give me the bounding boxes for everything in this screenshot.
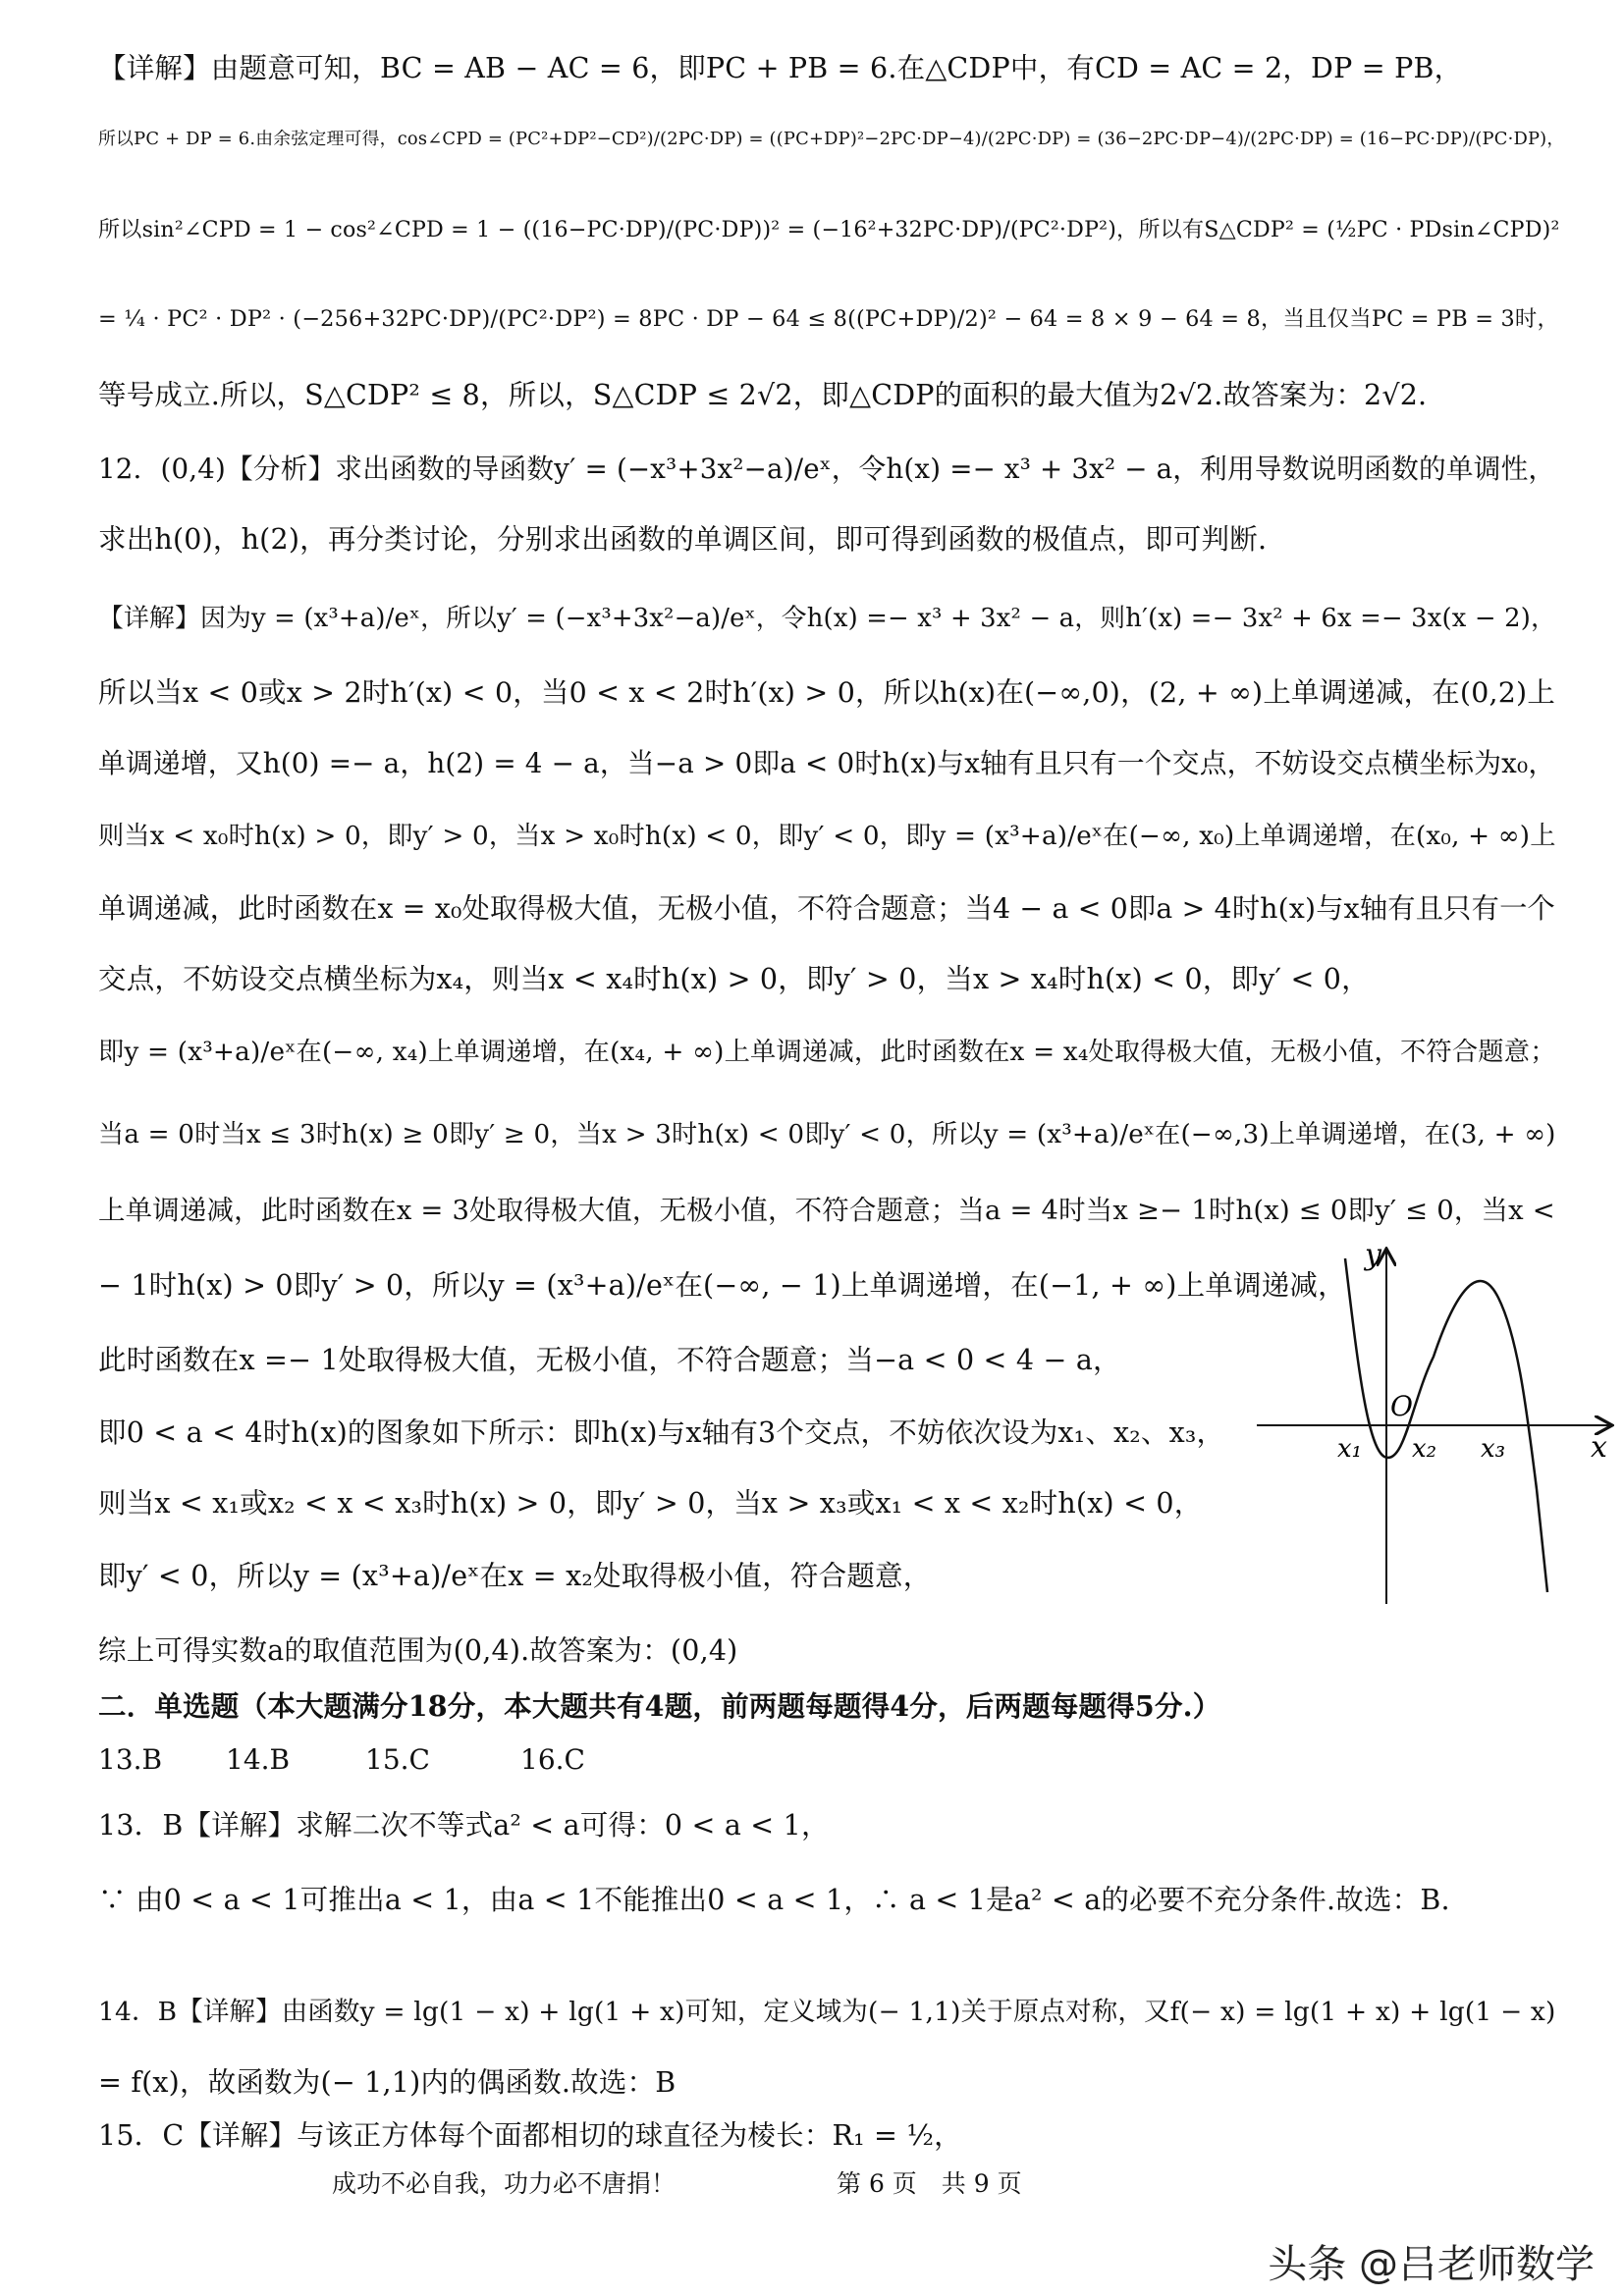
cubic-function-graph [1247,1239,1620,1619]
footer-motto: 成功不必自我，功力必不唐捐！ [332,2169,677,2198]
text-line: 则当x < x₀时h(x) > 0，即y′ > 0，当x > x₀时h(x) < 0，即y′ < 0，即y = (x³+a)/eˣ在(−∞, x₀)上单调递增，在(x₀, + ∞)上 [98,822,1556,851]
text-line: 单调递增，又h(0) =− a，h(2) = 4 − a，当−a > 0即a < 0时h(x)与x轴有且只有一个交点，不妨设交点横坐标为x₀， [98,747,1556,779]
text-line: 15．C【详解】与该正方体每个面都相切的球直径为棱长：R₁ = ½， [98,2119,962,2152]
text-line: 单调递减，此时函数在x = x₀处取得极大值，无极小值，不符合题意；当4 − a < 0即a > 4时h(x)与x轴有且只有一个 [98,892,1555,925]
page-number: 第 6 页 共 9 页 [837,2169,1022,2198]
text-line: 【详解】由题意可知，BC = AB − AC = 6，即PC + PB = 6.在△CDP中，有CD = AC = 2，DP = PB， [98,52,1463,84]
answer-item: 14.B [226,1743,291,1776]
text-line: 等号成立.所以，S△CDP² ≤ 8，所以，S△CDP ≤ 2√2，即△CDP的面积的最大值为2√2.故答案为：2√2. [98,379,1428,411]
text-line: 14．B【详解】由函数y = lg(1 − x) + lg(1 + x)可知，定义域为(− 1,1)关于原点对称，又f(− x) = lg(1 + x) + lg(1 − x) [98,1997,1556,2027]
text-line: 13．B【详解】求解二次不等式a² < a可得：0 < a < 1， [98,1809,830,1842]
text-line: ∵ 由0 < a < 1可推出a < 1，由a < 1不能推出0 < a < 1，∴ a < 1是a² < a的必要不充分条件.故选：B. [98,1884,1450,1916]
text-line: 即0 < a < 4时h(x)的图象如下所示：即h(x)与x轴有3个交点，不妨依次设为x₁、x₂、x₃， [98,1416,1225,1449]
root-label-x1: x₁ [1337,1434,1363,1464]
answer-item: 13.B [98,1743,163,1776]
root-label-x3: x₃ [1481,1434,1506,1464]
text-line: 上单调递减，此时函数在x = 3处取得极大值，无极小值，不符合题意；当a = 4时当x ≥− 1时h(x) ≤ 0即y′ ≤ 0，当x < [98,1196,1555,1226]
text-line: 求出h(0)，h(2)，再分类讨论，分别求出函数的单调区间，即可得到函数的极值点，即可判断. [98,523,1268,556]
origin-label: O [1390,1390,1413,1422]
text-line: 所以sin²∠CPD = 1 − cos²∠CPD = 1 − ((16−PC·DP)/(PC·DP))² = (−16²+32PC·DP)/(PC²·DP²)，所以有S△CDP² = (½PC · PDsin∠CPD)² [98,217,1560,242]
text-line: 当a = 0时当x ≤ 3时h(x) ≥ 0即y′ ≥ 0，当x > 3时h(x) < 0即y′ < 0，所以y = (x³+a)/eˣ在(−∞,3)上单调递增，在(3, + ∞) [98,1120,1556,1149]
text-line: 交点，不妨设交点横坐标为x₄，则当x < x₄时h(x) > 0，即y′ > 0，当x > x₄时h(x) < 0，即y′ < 0， [98,963,1370,995]
text-line: 【详解】因为y = (x³+a)/eˣ，所以y′ = (−x³+3x²−a)/eˣ，令h(x) =− x³ + 3x² − a，则h′(x) =− 3x² + 6x =− 3x(x − 2)， [98,604,1557,633]
text-line: − 1时h(x) > 0即y′ > 0，所以y = (x³+a)/eˣ在(−∞, − 1)上单调递增，在(−1, + ∞)上单调递减， [98,1269,1346,1302]
text-line: 则当x < x₁或x₂ < x < x₃时h(x) > 0，即y′ > 0，当x > x₃或x₁ < x < x₂时h(x) < 0， [98,1487,1203,1520]
section-heading: 二．单选题（本大题满分18分，本大题共有4题，前两题每题得4分，后两题每题得5分.） [98,1689,1221,1723]
root-label-x2: x₂ [1412,1434,1437,1464]
text-line: = f(x)，故函数为(− 1,1)内的偶函数.故选：B [98,2066,677,2099]
text-line: 12．(0,4)【分析】求出函数的导函数y′ = (−x³+3x²−a)/eˣ，令h(x) =− x³ + 3x² − a，利用导数说明函数的单调性， [98,453,1556,485]
y-axis-label: y [1365,1239,1381,1272]
answer-item: 16.C [520,1743,585,1776]
text-line: 综上可得实数a的取值范围为(0,4).故答案为：(0,4) [98,1634,738,1667]
answer-item: 15.C [365,1743,430,1776]
text-line: 所以当x < 0或x > 2时h′(x) < 0，当0 < x < 2时h′(x) > 0，所以h(x)在(−∞,0)，(2, + ∞)上单调递减，在(0,2)上 [98,676,1556,709]
watermark: 头条 @吕老师数学 [1268,2242,1595,2287]
text-line: 所以PC + DP = 6.由余弦定理可得，cos∠CPD = (PC²+DP²−CD²)/(2PC·DP) = ((PC+DP)²−2PC·DP−4)/(2PC·DP) = (36−2PC·DP−4)/(2PC·DP) = (16−PC·DP)/(PC·DP)， [98,129,1565,149]
x-axis-label: x [1591,1430,1607,1465]
text-line: 此时函数在x =− 1处取得极大值，无极小值，不符合题意；当−a < 0 < 4 − a， [98,1344,1121,1376]
text-line: = ¼ · PC² · DP² · (−256+32PC·DP)/(PC²·DP²) = 8PC · DP − 64 ≤ 8((PC+DP)/2)² − 64 = 8 × 9 − 64 = 8，当且仅当PC = PB = 3时， [98,306,1560,332]
text-line: 即y′ < 0，所以y = (x³+a)/eˣ在x = x₂处取得极小值，符合题意， [98,1560,932,1592]
text-line: 即y = (x³+a)/eˣ在(−∞, x₄)上单调递增，在(x₄, + ∞)上单调递减，此时函数在x = x₄处取得极大值，无极小值，不符合题意； [98,1038,1556,1067]
